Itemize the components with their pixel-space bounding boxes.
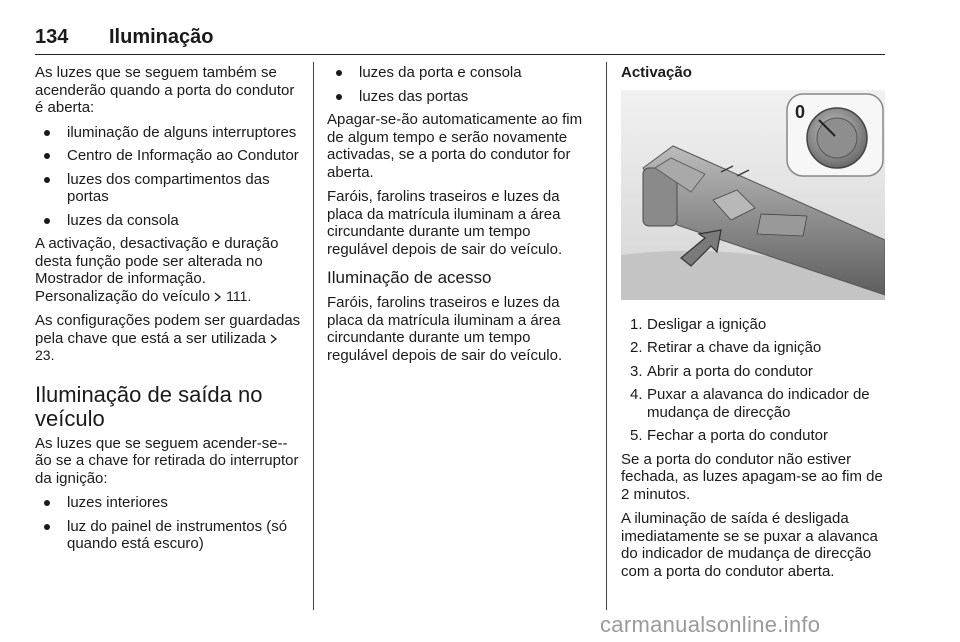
column-divider [606,62,607,610]
paragraph: Se a porta do condutor não estiver fechada, as luzes apagam-se ao fim de 2 minutos. [621,450,883,503]
chevron-right-icon [270,334,278,344]
paragraph: Faróis, farolins traseiros e luzes da placa da matrícula iluminam a área circundante durante um tempo regulável depois de sair do veículo. [327,294,563,364]
chevron-right-icon [214,292,222,302]
step-number: 2. [630,339,643,356]
paragraph: A iluminação de saída é desligada imediatamente se se puxar a alavanca do indicador de mudança de direcção com a porta do condutor aberta. [621,510,878,580]
step-text: Retirar a chave da ignição [647,339,822,356]
list-item: luzes interiores [35,494,301,512]
steps-list [621,316,889,445]
step-number: 3. [630,362,643,380]
activation-heading: Activação [621,64,692,81]
section-heading: Iluminação de saída no veículo [35,381,263,431]
watermark: carmanualsonline.info [600,612,821,637]
list-item: luzes das portas [327,88,592,106]
list-item: Centro de Informação ao Condutor [35,147,301,165]
list-item [621,316,889,334]
step-text: Puxar a alavanca do indicador de mudança de direcção [647,386,870,421]
turn-signal-lever-image [621,90,885,300]
step-text: Fechar a porta do condutor [647,427,828,444]
bullet-list [35,494,301,553]
paragraph: Apagar-se-ão automaticamente ao fim de algum tempo e serão novamente activadas, se a porta do condutor for aberta. [327,111,583,181]
subsection-heading: Iluminação de acesso [327,268,492,287]
lever-illustration [621,90,885,300]
cross-reference-link[interactable] [214,288,251,304]
paragraph [35,312,301,365]
list-item: luzes dos compartimentos das portas [35,171,301,206]
list-item: luzes da consola [35,212,301,230]
page-ref: 23. [35,347,55,363]
paragraph: As luzes que se seguem acender-se--ão se a chave for retirada do interruptor da ignição: [35,434,299,487]
bullet-list [327,64,592,105]
step-number: 4. [630,386,643,403]
list-item [621,427,889,445]
paragraph-text: As configurações podem ser guardadas pela chave que está a ser utilizada [35,312,301,347]
bullet-list [35,124,301,230]
list-item [621,363,889,381]
page-ref: 111. [226,287,252,304]
paragraph: Faróis, farolins traseiros e luzes da placa da matrícula iluminam a área circundante durante um tempo regulável depois de sair do veículo. [327,188,563,258]
step-text: Desligar a ignição [647,315,767,333]
dial-label: 0 [795,101,806,122]
step-text: Abrir a porta do condutor [647,362,813,380]
intro-paragraph: As luzes que se seguem também se acenderão quando a porta do condutor é aberta: [35,64,295,116]
page-number: 134 [35,26,69,48]
step-number: 1. [630,315,643,333]
list-item: iluminação de alguns interruptores [35,124,301,142]
paragraph-text: A activação, desactivação e duração desta função pode ser alterada no Mostrador de informação. Personalização do veículo [35,235,279,305]
page-header [35,26,885,55]
column-1 [35,64,301,559]
step-number: 5. [630,427,643,444]
paragraph [35,235,301,305]
page-title: Iluminação [109,26,214,48]
column-3 [621,64,889,587]
list-item: luzes da porta e consola [327,64,592,82]
list-item [621,339,889,357]
column-2 [327,64,592,371]
list-item: luz do painel de instrumentos (só quando está escuro) [35,518,301,553]
column-divider [313,62,314,610]
list-item [621,386,889,421]
